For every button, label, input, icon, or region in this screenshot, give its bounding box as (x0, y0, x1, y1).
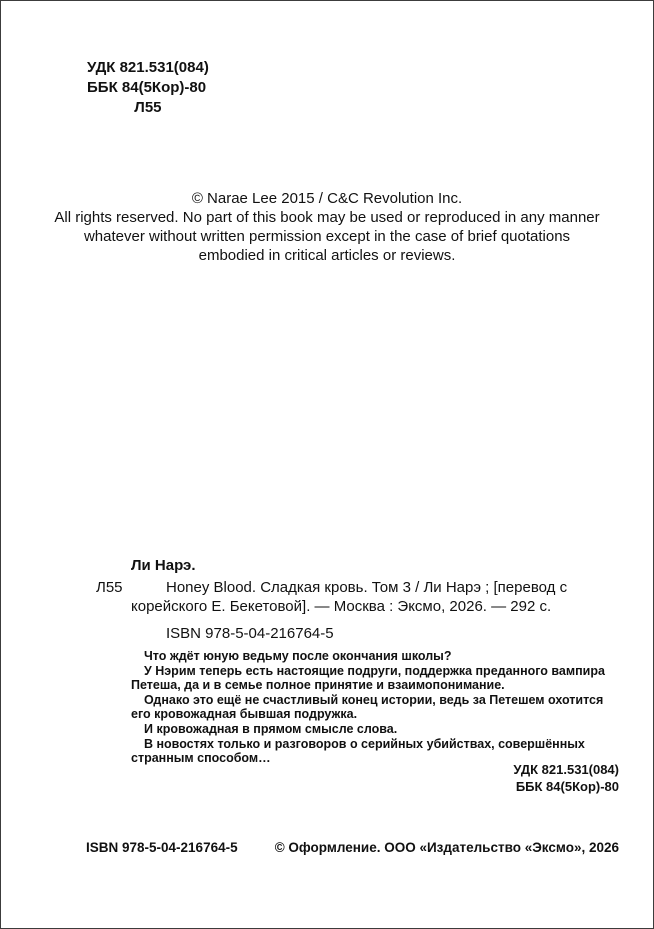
bibliographic-entry (96, 578, 623, 616)
udk-number-top: УДК 821.531(084) (87, 59, 209, 76)
design-copyright: © Оформление. ООО «Издательство «Эксмо», 2026 (274, 840, 619, 855)
bbk-number-top: ББК 84(5Кор)-80 (87, 79, 207, 96)
classification-block (87, 58, 209, 118)
annotation-block (131, 649, 623, 766)
annotation-paragraph: У Нэрим теперь есть настоящие подруги, поддержка преданного вампира Петеша, да и в семье полное принятие и взаимопонимание. (131, 663, 605, 693)
bibliographic-description: Honey Blood. Сладкая кровь. Том 3 / Ли Нарэ ; [перевод с корейского Е. Бекетовой]. — Москва : Эксмо, 2026. — 292 с. (131, 579, 568, 615)
rights-reserved-text: All rights reserved. No part of this book may be used or reproduced in any manner whatever without written permission except in the case of brief quotations embodied in critical articles or reviews. (54, 209, 600, 264)
classification-block-right (513, 761, 619, 795)
annotation-paragraph: Что ждёт юную ведьму после окончания школы? (144, 649, 452, 663)
annotation-paragraph: Однако это ещё не счастливый конец истории, ведь за Петешем охотится его кровожадная бывшая подружка. (131, 692, 604, 722)
author-sign-entry: Л55 (96, 579, 123, 596)
copyright-holder-line: © Narae Lee 2015 / C&C Revolution Inc. (191, 190, 463, 207)
annotation-paragraph: В новостях только и разговоров о серийных убийствах, совершённых странным способом… (131, 736, 585, 766)
isbn-number-footer: ISBN 978-5-04-216764-5 (86, 840, 238, 855)
author-name: Ли Нарэ. (131, 557, 196, 574)
isbn-number: ISBN 978-5-04-216764-5 (166, 625, 334, 642)
author-sign-top: Л55 (134, 99, 162, 116)
footer-line (86, 840, 619, 855)
annotation-paragraph: И кровожадная в прямом смысле слова. (144, 721, 398, 736)
copyright-notice (53, 189, 601, 265)
bbk-number-right: ББК 84(5Кор)-80 (515, 779, 619, 794)
udk-number-right: УДК 821.531(084) (513, 762, 619, 777)
